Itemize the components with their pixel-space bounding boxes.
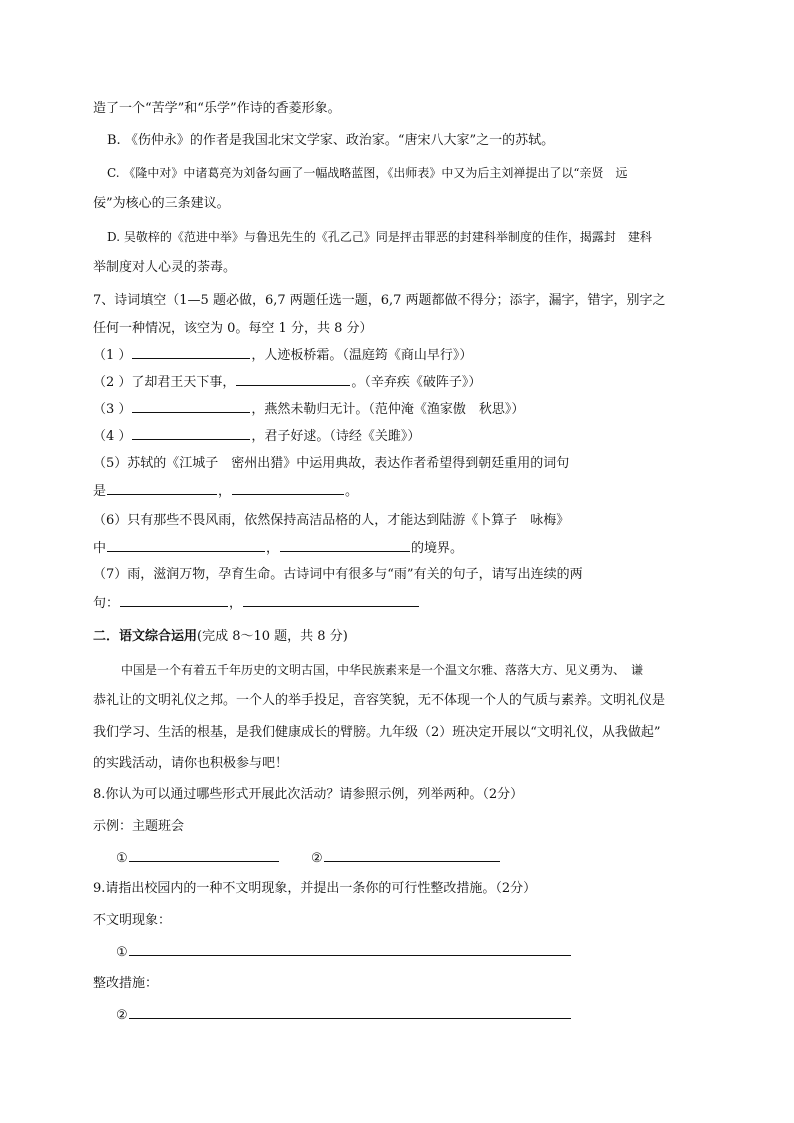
q7-item-5-blank-2[interactable]: [232, 482, 344, 495]
q6-option-d-line1: D. 吴敬梓的《范进中举》与鲁迅先生的《孔乙己》同是抨击罪恶的封建科举制度的佳作，揭露封 建科: [107, 230, 652, 244]
q7-item-7-prefix: 句：: [93, 596, 120, 611]
section-2-paragraph-line2: 恭礼让的文明礼仪之邦。一个人的举手投足，音容笑貌，无不体现一个人的气质与素养。文明礼仪是: [93, 693, 666, 708]
q7-item-7-mid: ，: [229, 596, 243, 611]
q7-item-1-suffix: ，人迹板桥霜。（温庭筠《商山早行》）: [251, 348, 473, 363]
q8-answer-1-blank[interactable]: [129, 849, 279, 862]
q8-answer-1: [116, 849, 280, 868]
q7-item-5-mid: ，: [218, 484, 232, 499]
q7-item-1-blank[interactable]: [132, 346, 250, 359]
q7-item-5-end: 。: [345, 484, 359, 499]
q6-option-b: B. 《伤仲永》的作者是我国北宋文学家、政治家。“唐宋八大家”之一的苏轼。: [107, 133, 555, 148]
q7-item-7-line2: [93, 594, 420, 613]
q9-label-uncivil: 不文明现象：: [93, 913, 172, 928]
q7-item-1: [93, 346, 472, 365]
q8-answer-2-blank[interactable]: [324, 849, 500, 862]
q7-item-2-suffix: 。（辛弃疾《破阵子》）: [351, 375, 482, 390]
q7-item-7-line1: （7）雨，滋润万物，孕育生命。古诗词中有很多与“雨”有关的句子，请写出连续的两: [93, 567, 583, 582]
q7-item-5-line2: [93, 482, 358, 501]
section-2-heading: [93, 628, 348, 646]
q7-item-4-suffix: ，君子好逑。（诗经《关雎》）: [251, 429, 421, 444]
q6-option-d-line2: 举制度对人心灵的荼毒。: [93, 260, 237, 275]
q9-answer-1: [116, 943, 572, 962]
q7-item-6-end: 的境界。: [411, 541, 464, 556]
q7-intro-line2: 任何一种情况，该空为 0。每空 1 分，共 8 分）: [93, 321, 373, 336]
q7-item-5-line1: （5）苏轼的《江城子 密州出猎》中运用典故，表达作者希望得到朝廷重用的词句: [93, 456, 570, 471]
q7-item-6-blank-2[interactable]: [280, 539, 410, 552]
q7-item-5-prefix: 是: [93, 484, 107, 499]
q9-mark-1: ①: [116, 945, 128, 960]
q7-item-3-suffix: ，燕然未勒归无计。（范仲淹《渔家傲 秋思》）: [251, 402, 525, 417]
q7-item-4-prefix: （4 ）: [93, 429, 132, 444]
q7-item-2: [93, 373, 481, 392]
q8-answer-2: [311, 849, 501, 868]
q9-mark-2: ②: [116, 1008, 128, 1023]
q8-mark-1: ①: [116, 851, 128, 866]
q7-item-7-blank-1[interactable]: [120, 594, 228, 607]
q7-item-7-blank-2[interactable]: [243, 594, 419, 607]
q7-item-6-mid: ，: [266, 541, 280, 556]
section-2-note: (完成 8～10 题，共 8 分): [197, 629, 348, 644]
q7-item-5-blank-1[interactable]: [107, 482, 217, 495]
q6-option-c-line1: C. 《隆中对》中诸葛亮为刘备勾画了一幅战略蓝图，《出师表》中又为后主刘禅提出了以“亲贤 远: [107, 166, 628, 180]
q7-item-6-prefix: 中: [93, 541, 107, 556]
q9-answer-2: [116, 1006, 572, 1025]
q7-item-3: [93, 400, 524, 419]
q7-item-2-blank[interactable]: [236, 373, 350, 386]
q7-item-6-line1: （6）只有那些不畏风雨，依然保持高洁品格的人，才能达到陆游《卜算子 咏梅》: [93, 513, 570, 528]
q9-answer-1-blank[interactable]: [129, 943, 571, 956]
section-2-title: 二．语文综合运用: [93, 629, 198, 644]
q7-item-6-line2: [93, 539, 463, 558]
q7-item-3-prefix: （3 ）: [93, 402, 132, 417]
q9-question: 9.请指出校园内的一种不文明现象，并提出一条你的可行性整改措施。（2分）: [93, 881, 537, 896]
q7-item-1-prefix: （1 ）: [93, 348, 132, 363]
q7-item-4: [93, 427, 420, 446]
q8-mark-2: ②: [311, 851, 323, 866]
q7-item-6-blank-1[interactable]: [107, 539, 265, 552]
q7-item-3-blank[interactable]: [132, 400, 250, 413]
q6-option-a-continued: 造了一个“苦学”和“乐学”作诗的香菱形象。: [93, 101, 341, 116]
section-2-paragraph-line3: 我们学习、生活的根基，是我们健康成长的臂膀。九年级（2）班决定开展以“文明礼仪，从我做起”: [93, 725, 661, 740]
q7-item-4-blank[interactable]: [132, 427, 250, 440]
q7-item-2-prefix: （2 ）了却君王天下事，: [93, 375, 236, 390]
q8-question: 8.你认为可以通过哪些形式开展此次活动？请参照示例，列举两种。（2分）: [93, 787, 524, 802]
section-2-paragraph-line4: 的实践活动，请你也积极参与吧！: [93, 756, 289, 771]
q6-option-c-line2: 佞”为核心的三条建议。: [93, 196, 230, 211]
q8-example: 示例：主题班会: [93, 819, 185, 834]
q9-label-measures: 整改措施：: [93, 976, 159, 991]
q7-intro-line1: 7、诗词填空（1—5 题必做，6,7 两题任选一题，6,7 两题都做不得分；添字，漏字，错字，别字之: [93, 293, 666, 308]
q9-answer-2-blank[interactable]: [129, 1006, 571, 1019]
section-2-paragraph-line1: 中国是一个有着五千年历史的文明古国，中华民族素来是一个温文尔雅、落落大方、见义勇为、 谦: [121, 663, 644, 677]
